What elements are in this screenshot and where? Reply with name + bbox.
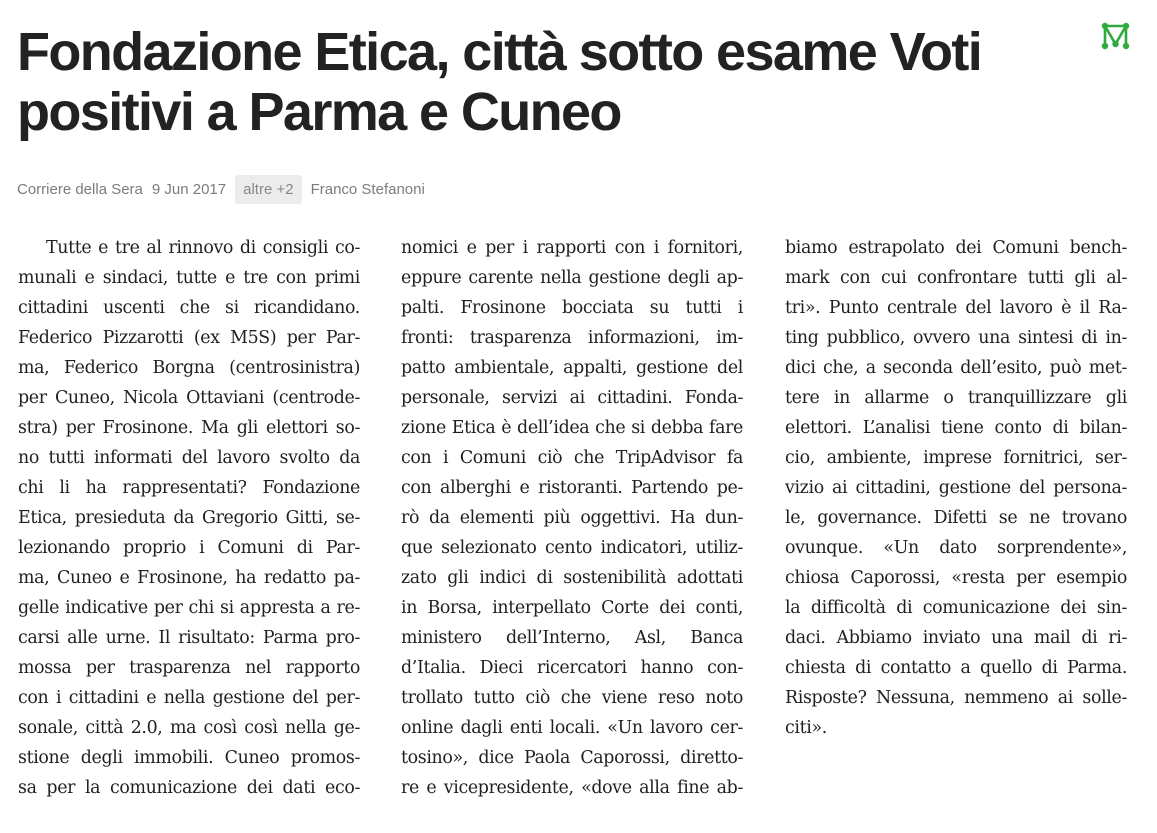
- article-text-line: mark con cui confrontare tutti gli al-: [785, 268, 1127, 288]
- network-nodes-icon[interactable]: [1101, 22, 1130, 51]
- article-text-line: nomici e per i rapporti con i fornitori,: [401, 238, 743, 258]
- article-text-line: zione Etica è dell’idea che si debba fare: [401, 418, 743, 438]
- article-text-line: gelle indicative per chi si appresta a re-: [18, 598, 360, 618]
- article-text-line: zato gli indici di sostenibilità adottati: [401, 568, 743, 588]
- article-meta: [17, 174, 425, 204]
- article-text-line: trollato tutto ciò che viene reso noto: [401, 688, 743, 708]
- article-text-line: lezionando proprio i Comuni di Par-: [18, 538, 360, 558]
- article-text-line: stra) per Frosinone. Ma gli elettori so-: [18, 418, 360, 438]
- article-title: Fondazione Etica, città sotto esame Voti positivi a Parma e Cuneo: [17, 22, 982, 142]
- article-text-line: elettori. L’analisi tiene conto di bilan-: [785, 418, 1127, 438]
- article-text-line: ma, Cuneo e Frosinone, ha redatto pa-: [18, 568, 360, 588]
- article-text-line: munali e sindaci, tutte e tre con primi: [18, 268, 360, 288]
- article-text-line: patto ambientale, appalti, gestione del: [401, 358, 743, 378]
- article-text-line: vizio ai cittadini, gestione del persona-: [785, 478, 1127, 498]
- article-text-line: personale, servizi ai cittadini. Fonda-: [401, 388, 743, 408]
- article-text-line: sa per la comunicazione dei dati eco-: [18, 778, 360, 798]
- article-text-line: biamo estrapolato dei Comuni bench-: [785, 238, 1127, 258]
- article-text-line: eppure carente nella gestione degli ap-: [401, 268, 743, 288]
- article-text-line: le, governance. Difetti se ne trovano: [785, 508, 1127, 528]
- article-text-line: ma, Federico Borgna (centrosinistra): [18, 358, 360, 378]
- article-text-line: per Cuneo, Nicola Ottaviani (centrode-: [18, 388, 360, 408]
- article-text-line: chiesta di contatto a quello di Parma.: [785, 658, 1127, 678]
- article-text-line: in Borsa, interpellato Corte dei conti,: [401, 598, 743, 618]
- article-text-line: Tutte e tre al rinnovo di consigli co-: [46, 238, 360, 258]
- article-text-line: Federico Pizzarotti (ex M5S) per Par-: [18, 328, 360, 348]
- article-text-line: sonale, città 2.0, ma così così nella ge-: [18, 718, 360, 738]
- article-text-line: Risposte? Nessuna, nemmeno ai solle-: [785, 688, 1127, 708]
- article-text-line: con alberghi e ristoranti. Partendo pe-: [401, 478, 743, 498]
- article-text-line: tri». Punto centrale del lavoro è il Ra-: [785, 298, 1127, 318]
- article-text-line: tosino», dice Paola Caporossi, diretto-: [401, 748, 743, 768]
- article-text-line: daci. Abbiamo inviato una mail di ri-: [785, 628, 1127, 648]
- article-text-line: chi li ha rappresentati? Fondazione: [18, 478, 360, 498]
- article-text-line: dici che, a seconda dell’esito, può met-: [785, 358, 1127, 378]
- article-text-line: ministero dell’Interno, Asl, Banca: [401, 628, 743, 648]
- article-text-line: re e vicepresidente, «dove alla fine ab-: [401, 778, 743, 798]
- article-column-1: [18, 233, 360, 803]
- article-text-line: online dagli enti locali. «Un lavoro cer-: [401, 718, 743, 738]
- article-text-line: mossa per trasparenza nel rapporto: [18, 658, 360, 678]
- author-name: Franco Stefanoni: [310, 180, 425, 198]
- source-name[interactable]: Corriere della Sera: [17, 180, 143, 198]
- article-text-line: rò da elementi più oggettivi. Ha dun-: [401, 508, 743, 528]
- article-text-line: palti. Frosinone bocciata su tutti i: [401, 298, 743, 318]
- more-sources-badge[interactable]: altre +2: [235, 175, 301, 204]
- article-text-line: d’Italia. Dieci ricercatori hanno con-: [401, 658, 743, 678]
- article-text-line: cittadini uscenti che si ricandidano.: [18, 298, 360, 318]
- article-column-2: [401, 233, 743, 803]
- article-text-line: la difficoltà di comunicazione dei sin-: [785, 598, 1127, 618]
- article-column-3: [785, 233, 1127, 743]
- article-text-line: chiosa Caporossi, «resta per esempio: [785, 568, 1127, 588]
- article-text-line: stione degli immobili. Cuneo promos-: [18, 748, 360, 768]
- article-text-line: tere in allarme o tranquillizzare gli: [785, 388, 1127, 408]
- article-text-line: cio, ambiente, imprese fornitrici, ser-: [785, 448, 1127, 468]
- article-text-line: con i cittadini e nella gestione del per-: [18, 688, 360, 708]
- article-text-line: carsi alle urne. Il risultato: Parma pro-: [18, 628, 360, 648]
- article-text-line: con i Comuni ciò che TripAdvisor fa: [401, 448, 743, 468]
- publish-date: 9 Jun 2017: [151, 180, 227, 198]
- article-text-line: ting pubblico, ovvero una sintesi di in-: [785, 328, 1127, 348]
- article-text-line: fronti: trasparenza informazioni, im-: [401, 328, 743, 348]
- article-text-line: Etica, presieduta da Gregorio Gitti, se-: [18, 508, 360, 528]
- article-text-line: que selezionato cento indicatori, utiliz-: [401, 538, 743, 558]
- article-text-line: ovunque. «Un dato sorprendente»,: [785, 538, 1127, 558]
- article-text-line: citi».: [785, 718, 827, 738]
- article-text-line: no tutti informati del lavoro svolto da: [18, 448, 360, 468]
